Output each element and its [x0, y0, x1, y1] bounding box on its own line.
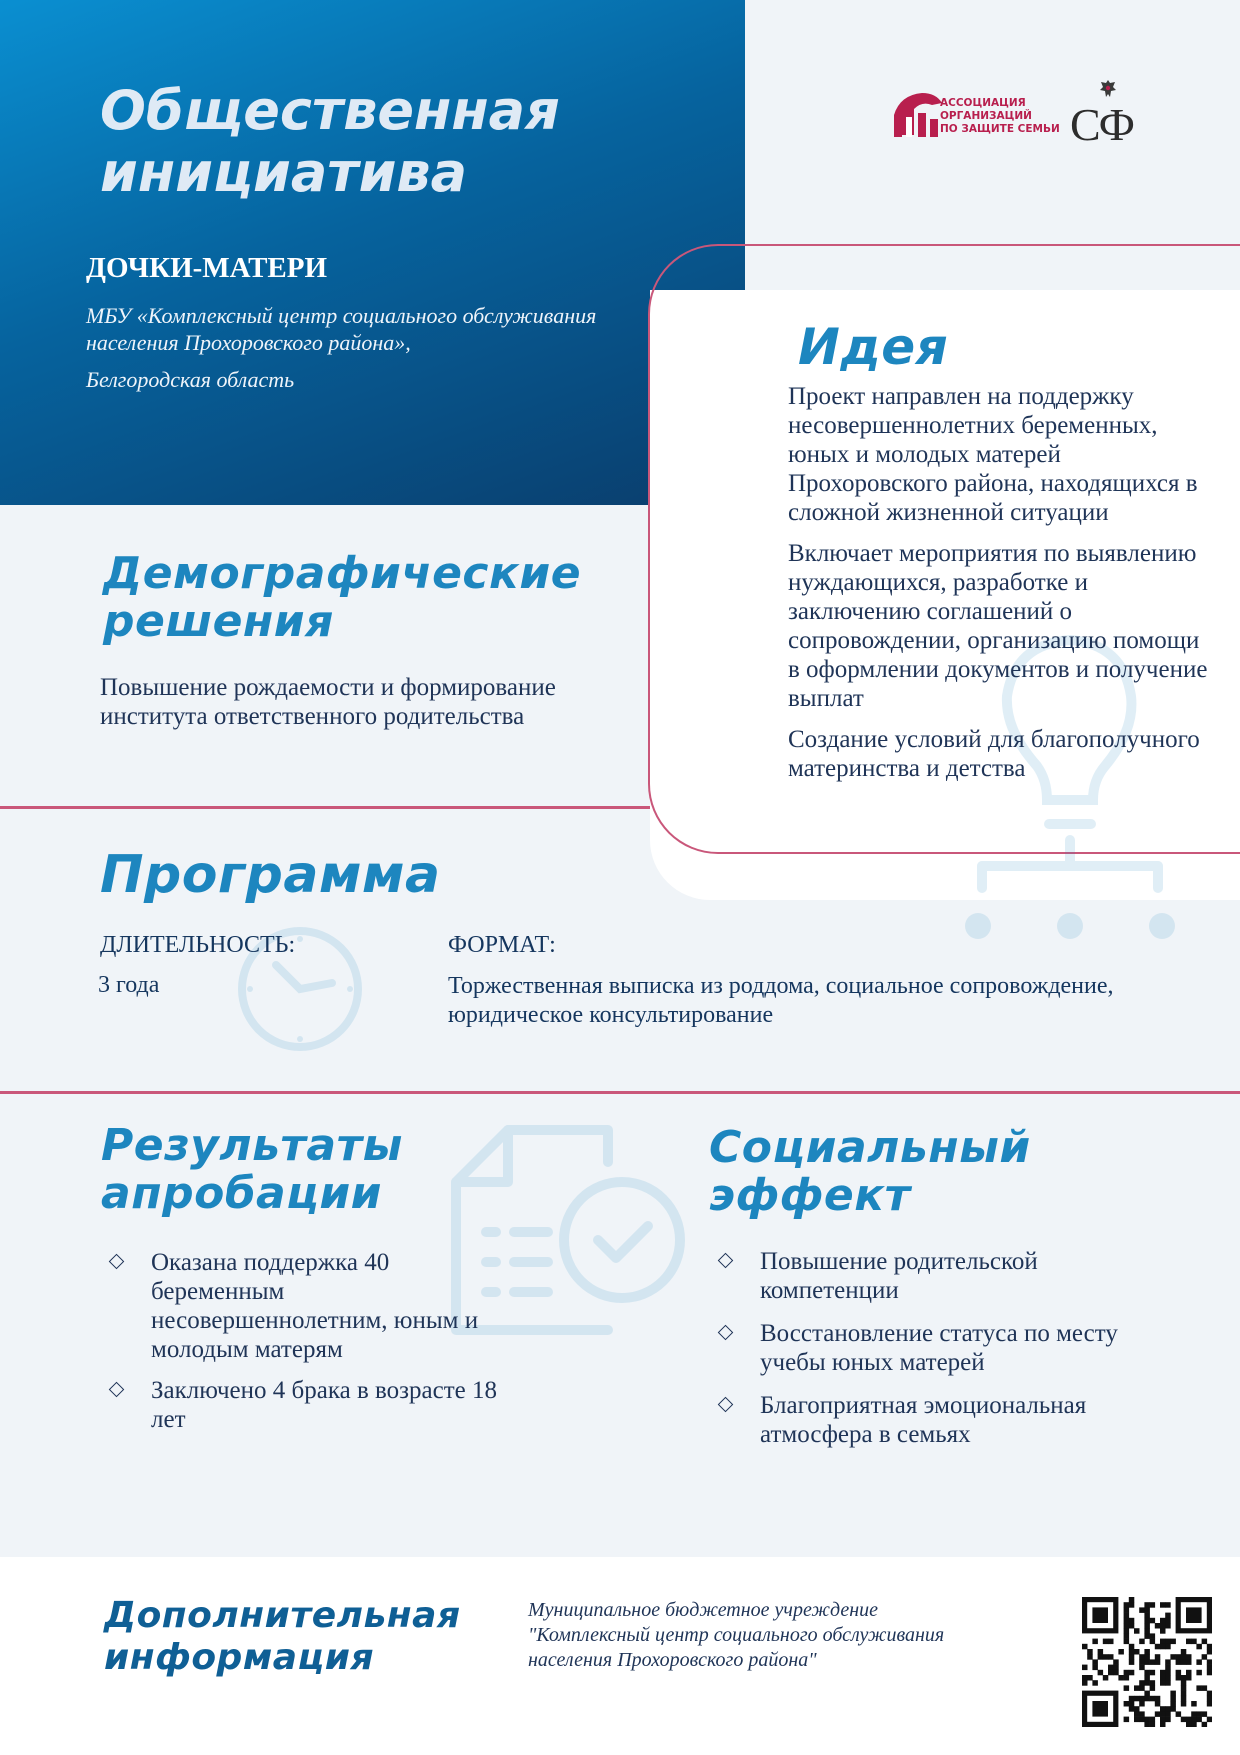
list-item-text: Восстановление статуса по месту учебы юных матерей — [760, 1320, 1118, 1376]
additional-info-text: Муниципальное бюджетное учреждение "Комплексный центр социального обслуживания населения Прохоровского района" — [528, 1599, 945, 1671]
diamond-bullet-icon — [718, 1397, 734, 1413]
social-effect-list — [712, 1247, 1162, 1461]
list-item — [712, 1391, 1162, 1449]
results-title — [101, 1122, 403, 1218]
results-title-line1: Результаты — [101, 1120, 403, 1171]
page-title — [100, 80, 560, 204]
association-emblem-icon — [888, 87, 944, 143]
additional-info-title-line1: Дополнительная — [104, 1595, 461, 1636]
results-title-line2: апробации — [101, 1168, 383, 1219]
list-item-text: Заключено 4 брака в возрасте 18 лет — [151, 1377, 497, 1433]
list-item — [712, 1319, 1162, 1377]
additional-info-title-line2: информация — [104, 1637, 375, 1678]
list-item — [103, 1376, 523, 1434]
list-item — [103, 1248, 523, 1364]
idea-paragraph: Создание условий для благополучного материнства и детства — [788, 726, 1200, 782]
sf-logo — [1068, 78, 1148, 148]
social-effect-title-line2: эффект — [709, 1170, 911, 1221]
demographic-title-line2: решения — [103, 596, 334, 647]
program-title: Программа — [100, 845, 441, 905]
list-item-text: Повышение родительской компетенции — [760, 1248, 1038, 1304]
diamond-bullet-icon — [109, 1382, 125, 1398]
page-title-line2: инициатива — [100, 141, 468, 204]
eagle-emblem-icon — [1098, 78, 1118, 100]
diamond-bullet-icon — [718, 1325, 734, 1341]
idea-paragraph: Проект направлен на поддержку несовершеннолетних беременных, юных и молодых матерей Прохоровского района, находящихся в сложной жизненной ситуации — [788, 383, 1198, 526]
duration-label: ДЛИТЕЛЬНОСТЬ: — [100, 932, 296, 958]
association-logo — [888, 85, 1060, 145]
diamond-bullet-icon — [109, 1254, 125, 1270]
qr-code-icon[interactable] — [1082, 1597, 1212, 1727]
social-effect-title — [709, 1124, 1031, 1220]
demographic-title-line1: Демографические — [103, 548, 582, 599]
divider-line — [0, 806, 650, 809]
page-title-line1: Общественная — [100, 79, 560, 142]
duration-value: 3 года — [98, 972, 160, 998]
idea-title: Идея — [798, 318, 949, 376]
sf-logo-text: СФ — [1070, 99, 1134, 150]
demographic-title — [103, 550, 581, 646]
results-list — [103, 1248, 523, 1446]
list-item — [712, 1247, 1162, 1305]
list-item-text: Оказана поддержка 40 беременным несовершеннолетним, юным и молодым матерям — [151, 1249, 479, 1363]
project-name: ДОЧКИ-МАТЕРИ — [86, 252, 328, 284]
organization-description: МБУ «Комплексный центр социального обслуживания населения Прохоровского района», — [86, 303, 597, 355]
format-label: ФОРМАТ: — [448, 932, 556, 958]
organization-region: Белгородская область — [86, 367, 295, 392]
idea-paragraph: Включает мероприятия по выявлению нуждающихся, разработке и заключению соглашений о сопровождении, организацию помощи в оформлении документов и получение выплат — [788, 540, 1208, 712]
additional-info-title — [104, 1595, 461, 1679]
demographic-text: Повышение рождаемости и формирование института ответственного родительства — [100, 674, 556, 730]
association-logo-line1: АССОЦИАЦИЯ — [940, 97, 1026, 109]
divider-line — [0, 1091, 1240, 1094]
social-effect-title-line1: Социальный — [709, 1122, 1031, 1173]
list-item-text: Благоприятная эмоциональная атмосфера в семьях — [760, 1392, 1087, 1448]
association-logo-line2: ОРГАНИЗАЦИЙ — [940, 110, 1032, 122]
idea-texts — [788, 382, 1208, 795]
association-logo-line3: ПО ЗАЩИТЕ СЕМЬИ — [940, 123, 1060, 135]
diamond-bullet-icon — [718, 1253, 734, 1269]
format-value: Торжественная выписка из роддома, социальное сопровождение, юридическое консультирование — [448, 973, 1114, 1028]
